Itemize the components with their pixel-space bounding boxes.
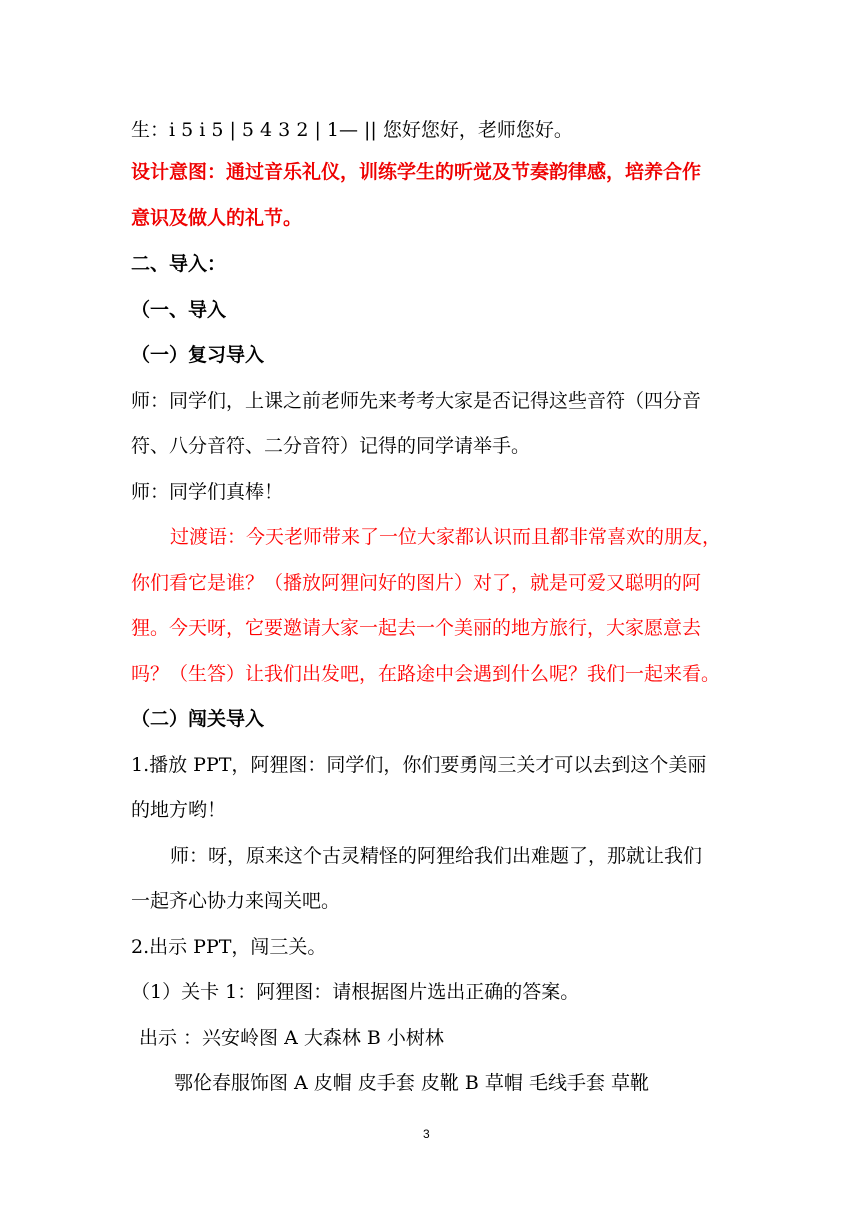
step-2-line: 2.出示 PPT，闯三关。	[131, 936, 327, 958]
subsection-heading-intro: （一、导入	[131, 299, 227, 321]
show-options-line: 出示 ：兴安岭图 A 大森林 B 小树林	[139, 1027, 444, 1049]
costume-options-line: 鄂伦春服饰图 A 皮帽 皮手套 皮靴 B 草帽 毛线手套 草靴	[174, 1072, 650, 1094]
teacher-line-1: 师：同学们，上课之前老师先来考考大家是否记得这些音符（四分音	[131, 390, 702, 412]
teacher-challenge-line-1: 师：呀，原来这个古灵精怪的阿狸给我们出难题了，那就让我们	[170, 845, 703, 867]
teacher-challenge-line-2: 一起齐心协力来闯关吧。	[131, 890, 341, 912]
student-response-line: 生：i 5 i 5 | 5 4 3 2 | 1— || 您好您好，老师您好。	[131, 119, 573, 141]
design-intent-line-2: 意识及做人的礼节。	[131, 207, 303, 229]
page-number: 3	[423, 1127, 430, 1141]
level-1-line: （1）关卡 1：阿狸图：请根据图片选出正确的答案。	[131, 981, 580, 1003]
transition-line-4: 吗？（生答）让我们出发吧，在路途中会遇到什么呢？我们一起来看。	[131, 663, 721, 685]
step-1-line-1: 1.播放 PPT，阿狸图：同学们，你们要勇闯三关才可以去到这个美丽	[131, 754, 707, 776]
design-intent-line-1: 设计意图：通过音乐礼仪，训练学生的听觉及节奏韵律感，培养合作	[131, 161, 702, 183]
teacher-praise-line: 师：同学们真棒！	[131, 481, 284, 503]
step-1-line-2: 的地方哟！	[131, 799, 227, 821]
transition-line-3: 狸。今天呀，它要邀请大家一起去一个美丽的地方旅行，大家愿意去	[131, 617, 702, 639]
transition-line-2: 你们看它是谁？（播放阿狸问好的图片）对了，就是可爱又聪明的阿	[131, 572, 702, 594]
teacher-line-2: 符、八分音符、二分音符）记得的同学请举手。	[131, 435, 531, 457]
subsection-heading-review: （一）复习导入	[131, 344, 265, 366]
subsection-heading-challenge: （二）闯关导入	[131, 708, 265, 730]
section-heading-intro: 二、导入：	[131, 253, 227, 275]
transition-line-1: 过渡语：今天老师带来了一位大家都认识而且都非常喜欢的朋友，	[170, 526, 722, 548]
